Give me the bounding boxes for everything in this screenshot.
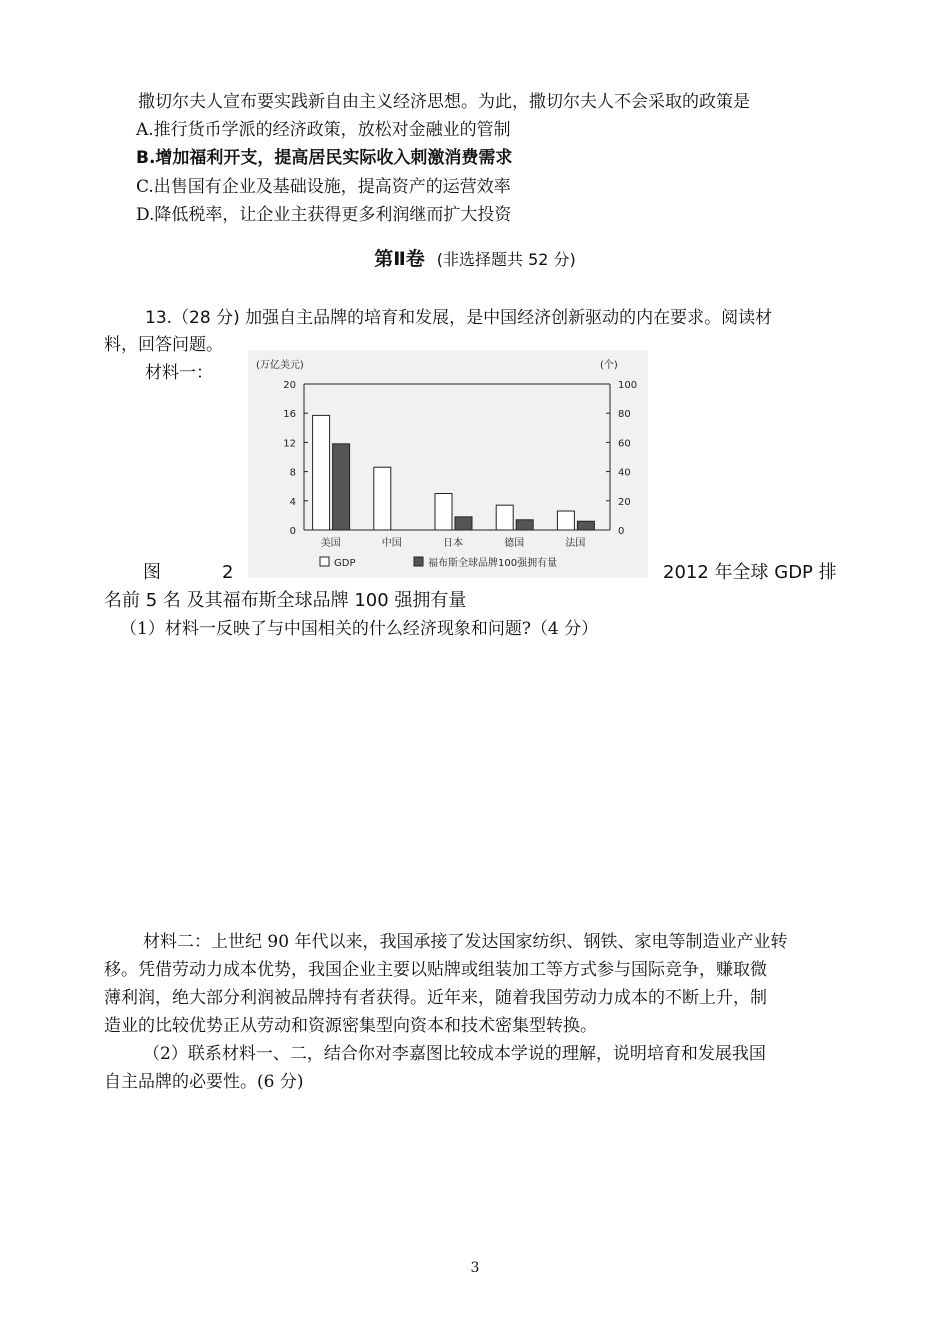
category-label: 日本 bbox=[443, 538, 463, 549]
caption-line2: 名前 5 名 及其福布斯全球品牌 100 强拥有量 bbox=[104, 590, 467, 611]
material2-line2: 移。凭借劳动力成本优势，我国企业主要以贴牌或组装加工等方式参与国际竞争，赚取微 bbox=[104, 960, 767, 980]
caption-fig: 图 bbox=[143, 562, 161, 583]
material2-line3: 薄利润，绝大部分利润被品牌持有者获得。近年来，随着我国劳动力成本的不断上升，制 bbox=[104, 988, 767, 1008]
legend-brand-swatch bbox=[414, 557, 423, 566]
section-subtitle: (非选择题共 52 分) bbox=[436, 250, 576, 269]
question13-part2-line2: 自主品牌的必要性。(6 分) bbox=[104, 1072, 304, 1092]
caption-right: 2012 年全球 GDP 排 bbox=[663, 562, 837, 583]
left-axis-unit: (万亿美元) bbox=[256, 360, 304, 371]
section-heading bbox=[0, 247, 950, 272]
gdp-bar bbox=[496, 505, 513, 530]
option-c: C.出售国有企业及基础设施，提高资产的运营效率 bbox=[136, 177, 511, 197]
gdp-brand-chart bbox=[248, 350, 648, 578]
page-number: 3 bbox=[470, 1260, 480, 1276]
category-label: 中国 bbox=[381, 538, 402, 549]
category-label: 法国 bbox=[565, 538, 586, 549]
brand-bar bbox=[577, 521, 594, 530]
legend-gdp-swatch bbox=[320, 557, 329, 566]
right-tick-label: 20 bbox=[618, 496, 631, 508]
left-tick-label: 4 bbox=[289, 496, 296, 508]
gdp-bar bbox=[313, 415, 330, 530]
brand-bar bbox=[333, 444, 350, 530]
right-tick-label: 0 bbox=[618, 526, 625, 537]
section-title: 第Ⅱ卷 bbox=[374, 248, 425, 270]
caption-num: 2 bbox=[222, 562, 234, 583]
left-tick-label: 12 bbox=[283, 438, 296, 450]
legend-gdp-label: GDP bbox=[334, 558, 356, 569]
brand-bar bbox=[455, 517, 472, 530]
question13-part2-line1: （2）联系材料一、二，结合你对李嘉图比较成本学说的理解，说明培育和发展我国 bbox=[143, 1044, 766, 1064]
category-label: 美国 bbox=[320, 538, 341, 549]
right-axis-unit: (个) bbox=[600, 360, 618, 371]
question13-part1: （1）材料一反映了与中国相关的什么经济现象和问题?（4 分） bbox=[120, 619, 599, 639]
brand-bar bbox=[516, 520, 533, 530]
right-tick-label: 40 bbox=[618, 467, 631, 479]
option-a: A.推行货币学派的经济政策，放松对金融业的管制 bbox=[136, 120, 511, 140]
right-tick-label: 60 bbox=[618, 438, 631, 450]
option-d: D.降低税率，让企业主获得更多利润继而扩大投资 bbox=[136, 205, 512, 225]
question12-stem: 撒切尔夫人宣布要实践新自由主义经济思想。为此，撒切尔夫人不会采取的政策是 bbox=[138, 92, 750, 112]
right-tick-label: 100 bbox=[618, 380, 638, 391]
left-tick-label: 0 bbox=[289, 526, 296, 537]
right-tick-label: 80 bbox=[618, 409, 631, 421]
question13-intro-line2: 料，回答问题。 bbox=[104, 335, 223, 355]
material2-line4: 造业的比较优势正从劳动和资源密集型向资本和技术密集型转换。 bbox=[104, 1016, 597, 1036]
legend-brand-label: 福布斯全球品牌100强拥有量 bbox=[428, 558, 558, 569]
question13-intro-line1: 13.（28 分) 加强自主品牌的培育和发展，是中国经济创新驱动的内在要求。阅读材 bbox=[145, 308, 773, 328]
category-label: 德国 bbox=[504, 538, 525, 549]
option-b: B.增加福利开支，提高居民实际收入刺激消费需求 bbox=[136, 148, 513, 168]
gdp-bar bbox=[435, 494, 452, 531]
left-tick-label: 16 bbox=[283, 409, 296, 421]
left-tick-label: 8 bbox=[289, 467, 296, 479]
gdp-bar bbox=[557, 511, 574, 530]
material1-label: 材料一： bbox=[145, 363, 213, 383]
left-tick-label: 20 bbox=[283, 380, 296, 391]
material2-line1: 材料二：上世纪 90 年代以来，我国承接了发达国家纺织、钢铁、家电等制造业产业转 bbox=[143, 932, 788, 952]
gdp-bar bbox=[374, 467, 391, 530]
